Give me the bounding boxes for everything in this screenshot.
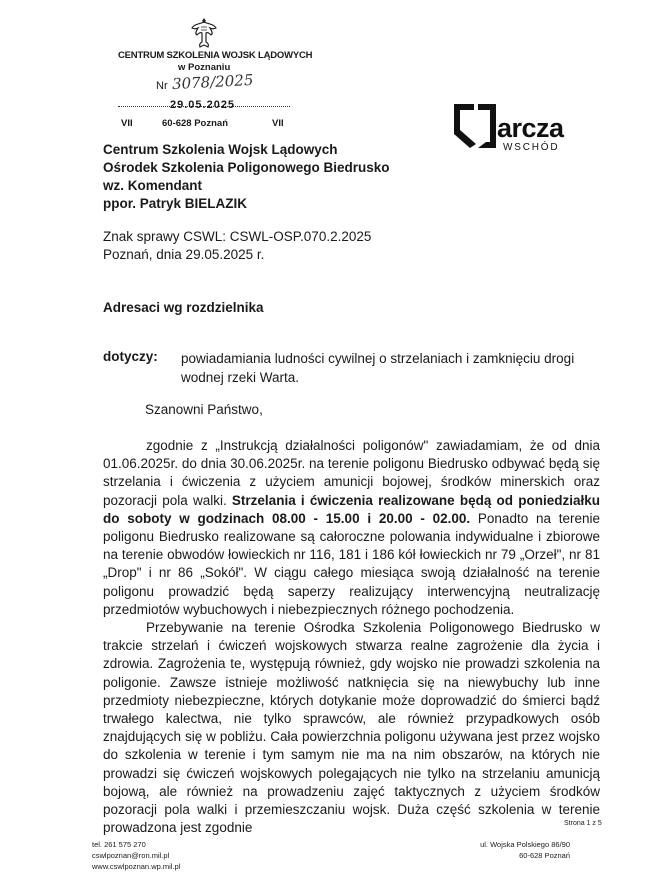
subject-label: dotyczy: [103, 349, 158, 364]
stamp-institution: CENTRUM SZKOLENIA WOJSK LĄDOWYCH [118, 50, 313, 61]
sender-line: wz. Komendant [103, 178, 203, 193]
footer-city: 60-628 Poznań [519, 851, 570, 860]
footer-website: www.cswlpoznan.wp.mil.pl [92, 862, 181, 871]
stamp-right-mark: VII [272, 118, 284, 129]
sender-block [103, 141, 390, 213]
case-number: Znak sprawy CSWL: CSWL-OSP.070.2.2025 [103, 229, 372, 244]
sender-line: ppor. Patryk BIELAZIK [103, 196, 248, 211]
footer-contact [92, 839, 180, 872]
paragraph-1-bold: Strzelania i ćwiczenia realizowane będą od poniedziałku do soboty w godzinach 08.00 - 15.00 i 20.00 - 02.00. [103, 492, 600, 526]
stamp-number-value: 3078/2025 [171, 70, 254, 94]
sender-line: Centrum Szkolenia Wojsk Lądowych [103, 142, 338, 157]
recipients: Adresaci wg rozdzielnika [103, 300, 264, 315]
footer-email: cswlpoznan@ron.mil.pl [92, 851, 170, 860]
stamp-date: 29.05.2025 [170, 99, 236, 111]
paragraph-1-text-cont: Ponadto na terenie poligonu Biedrusko realizowane są całoroczne polowania indywidualne i zbiorowe na terenie obwodów łowieckich nr 116, 181 i 186 kół łowieckich nr 79 „Orzeł", nr 81 „Drop" i nr 86 „Sokół". W ciągu całego miesiąca swoją działalność na terenie poligonu prowadzić będą saperzy realizujący interwencyjną neutralizację przedmiotów wybuchowych i niebezpiecznych różnego pochodzenia. [103, 510, 601, 617]
page-number: Strona 1 z 5 [564, 820, 602, 827]
stamp-location: w Poznaniu [178, 62, 231, 73]
footer-street: ul. Wojska Polskiego 86/90 [480, 840, 570, 849]
sender-line: Ośrodek Szkolenia Poligonowego Biedrusko [103, 160, 390, 175]
paragraph-2-text: Przebywanie na terenie Ośrodka Szkolenia Poligonowego Biedrusko w trakcie strzelań i ćwiczeń wojskowych stwarza realne zagrożenie dla życia i zdrowia. Zagrożenia te, występują również, gdy wojsko nie prowadzi szkolenia na poligonie. Zawsze istnieje możliwość natknięcia się na niewybuchy lub inne przedmioty niebezpieczne, których dotykanie może doprowadzić do śmierci bądź trwałego kalectwa, nie tylko sprawców, ale również przypadkowych osób znajdujących się w pobliżu. Cała powierzchnia poligonu używana jest przez wojsko do szkolenia w terenie i tym samym nie ma na nim obszarów, na których nie prowadzi się ćwiczeń wojskowych polegających nie tylko na strzelaniu amunicją bojową, ale również na prowadzeniu zajęć taktycznych z użyciem środków pozoracji pola walki i przemieszczaniu wojsk. Duża część szkolenia w terenie prowadzona jest zgodnie [103, 620, 600, 836]
paragraph-1-text: zgodnie z „Instrukcją działalności poligonów" zawiadamiam, że od dnia 01.06.2025r. do dnia 30.06.2025r. na terenie poligonu Biedrusko odbywać będą się strzelania i ćwiczenia z użyciem amunicji bojowej, środków minerskich oraz pozoracji pola walki. [103, 438, 600, 508]
reference-block [103, 228, 371, 264]
eagle-emblem-icon [190, 16, 218, 50]
footer-address [480, 839, 570, 861]
paragraph-1 [103, 437, 600, 619]
paragraph-2 [103, 619, 600, 837]
logo-wordmark: arcza [497, 113, 564, 143]
warcza-logo-icon [452, 100, 498, 150]
greeting: Szanowni Państwo, [145, 402, 263, 417]
stamp-left-mark: VII [121, 118, 133, 129]
stamp-number-label: Nr [156, 80, 168, 92]
footer-phone: tel. 261 575 270 [92, 840, 146, 849]
stamp-city: 60-628 Poznań [162, 118, 228, 129]
place-date: Poznań, dnia 29.05.2025 r. [103, 247, 265, 262]
subject-text: powiadamiania ludności cywilnej o strzelaniach i zamknięciu drogi wodnej rzeki Warta. [181, 351, 575, 385]
logo-subtitle: WSCHÓD [503, 142, 560, 153]
